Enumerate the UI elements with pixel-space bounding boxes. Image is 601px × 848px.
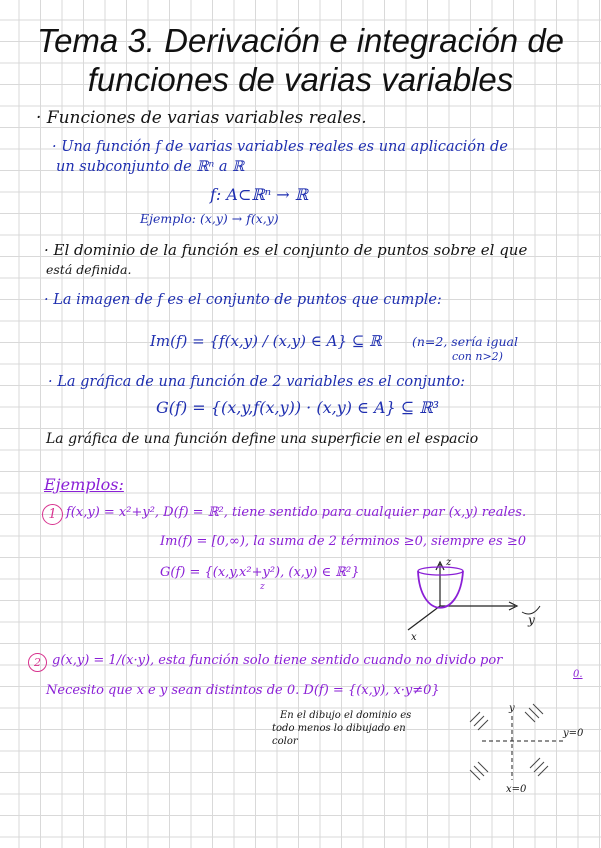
example-2-line-1: g(x,y) = 1/(x·y), esta función solo tiene sentido cuando no divido por (52, 653, 503, 668)
label-y-equals-0: y=0 (563, 728, 584, 739)
function-mapping: f: A⊂ℝⁿ → ℝ (210, 185, 309, 204)
domain-line-1: · El dominio de la función es el conjunto de puntos sobre el que (44, 241, 528, 259)
axis-label-z: z (446, 557, 452, 568)
definition-line-1: · Una función f de varias variables reales es una aplicación de (52, 139, 508, 155)
definition-line-2: un subconjunto de ℝⁿ a ℝ (56, 159, 245, 175)
example-2-note-line-3: color (272, 736, 298, 747)
section-heading: · Funciones de varias variables reales. (36, 108, 367, 128)
example-2-note-line-2: todo menos lo dibujado en (272, 723, 406, 734)
hatch-quadrants (470, 704, 548, 780)
example-1-line-2: Im(f) = [0,∞), la suma de 2 términos ≥0, siempre es ≥0 (160, 534, 526, 549)
axis-label-y-2: y (509, 703, 515, 714)
example-1-badge: 1 (42, 504, 63, 525)
mapping-example: Ejemplo: (x,y) → f(x,y) (140, 211, 279, 226)
label-x-equals-0: x=0 (506, 784, 527, 795)
examples-heading: Ejemplos: (44, 475, 124, 494)
page-title-line-2: funciones de varias variables (87, 61, 514, 98)
image-note-line-1: (n=2, sería igual (412, 334, 519, 349)
graph-formula: G(f) = {(x,y,f(x,y)) · (x,y) ∈ A} ⊆ ℝ³ (156, 398, 440, 417)
image-formula: Im(f) = {f(x,y) / (x,y) ∈ A} ⊆ ℝ (150, 332, 382, 350)
example-1-line-1: f(x,y) = x²+y², D(f) = ℝ², tiene sentido para cualquier par (x,y) reales. (66, 505, 527, 520)
example-2-badge: 2 (28, 653, 47, 672)
domain-line-2: está definida. (46, 262, 132, 277)
image-intro: · La imagen de f es el conjunto de puntos que cumple: (44, 292, 442, 308)
example-1-under-z: z (260, 582, 265, 592)
example-2-line-2: Necesito que x e y sean distintos de 0. D(f) = {(x,y), x·y≠0} (46, 683, 440, 698)
page-title-line-1: Tema 3. Derivación e integración de (36, 22, 565, 59)
example-2-por-zero: 0. (573, 669, 583, 680)
axis-label-x: x (411, 632, 417, 643)
axis-label-y: y (528, 613, 535, 627)
image-note-line-2: con n>2) (452, 350, 503, 363)
graph-intro: · La gráfica de una función de 2 variables es el conjunto: (48, 374, 466, 390)
example-2-note-line-1: En el dibujo el dominio es (280, 710, 412, 721)
graph-surface-note: La gráfica de una función define una superficie en el espacio (46, 431, 479, 447)
example-1-line-3: G(f) = {(x,y,x²+y²), (x,y) ∈ ℝ²} (160, 565, 360, 580)
